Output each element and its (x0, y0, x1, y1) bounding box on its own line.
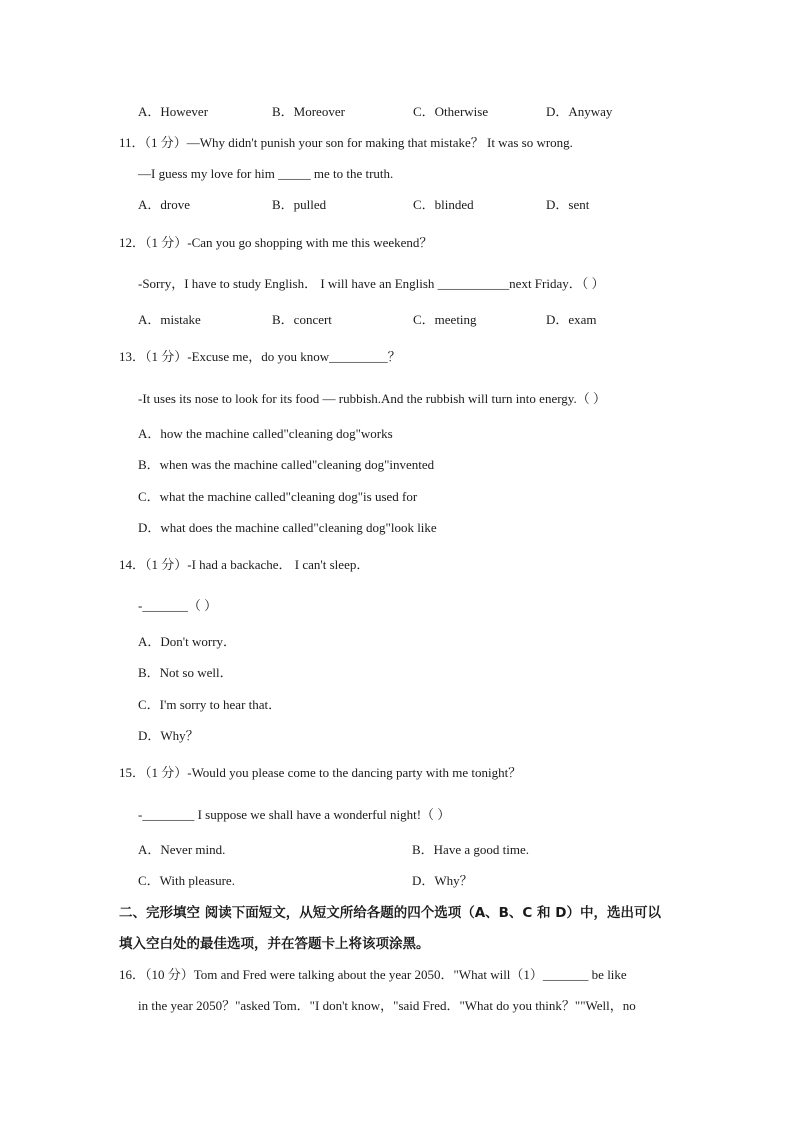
q14-line2: -_______（ ） (138, 598, 218, 613)
q16-line2: in the year 2050？"asked Tom．"I don't know，"said Fred．"What do you think？""Well，no (138, 998, 636, 1013)
q13-option-d: D．what does the machine called"cleaning dog"look like (138, 520, 437, 535)
q14-option-a: A．Don't worry． (138, 634, 237, 649)
q15-option-a: A．Never mind. (138, 842, 226, 857)
q11-line2: —I guess my love for him _____ me to the truth. (138, 166, 394, 181)
q10-option-b: B．Moreover (272, 104, 345, 119)
q13-option-a: A．how the machine called"cleaning dog"works (138, 426, 393, 441)
q14-stem: 14．（1 分）-I had a backache． I can't sleep． (119, 557, 370, 572)
q10-option-c: C．Otherwise (413, 104, 489, 119)
q15-stem: 15．（1 分）-Would you please come to the dancing party with me tonight？ (119, 765, 522, 780)
q16-line1: 16．（10 分）Tom and Fred were talking about the year 2050．"What will（1）_______ be like (119, 967, 627, 982)
q11-option-c: C．blinded (413, 197, 474, 212)
q10-option-d: D．Anyway (546, 104, 613, 119)
q12-option-b: B．concert (272, 312, 332, 327)
q13-stem: 13．（1 分）-Excuse me，do you know_________？ (119, 349, 401, 364)
section2-heading-line2: 填入空白处的最佳选项，并在答题卡上将该项涂黑。 (119, 936, 430, 952)
q15-line2: -________ I suppose we shall have a wonderful night!（ ） (138, 807, 451, 822)
q12-option-a: A．mistake (138, 312, 201, 327)
q12-option-d: D．exam (546, 312, 597, 327)
q14-option-d: D．Why？ (138, 728, 199, 743)
q14-option-b: B．Not so well． (138, 665, 233, 680)
q11-option-d: D．sent (546, 197, 590, 212)
q15-option-b: B．Have a good time. (412, 842, 529, 857)
q13-line2: -It uses its nose to look for its food — rubbish.And the rubbish will turn into energy.（ ） (138, 391, 606, 406)
q11-option-a: A．drove (138, 197, 190, 212)
q13-option-b: B．when was the machine called"cleaning dog"invented (138, 457, 435, 472)
q11-stem: 11．（1 分）—Why didn't punish your son for making that mistake？ It was so wrong. (119, 135, 573, 150)
q13-option-c: C．what the machine called"cleaning dog"is used for (138, 489, 418, 504)
q12-stem: 12．（1 分）-Can you go shopping with me this weekend？ (119, 235, 433, 250)
q15-option-d: D．Why？ (412, 873, 473, 888)
q12-option-c: C．meeting (413, 312, 477, 327)
q14-option-c: C．I'm sorry to hear that． (138, 697, 282, 712)
section2-heading-line1: 二、完形填空 阅读下面短文，从短文所给各题的四个选项（A、B、C 和 D）中，选出可以 (119, 905, 661, 921)
q15-option-c: C．With pleasure. (138, 873, 235, 888)
q11-option-b: B．pulled (272, 197, 327, 212)
q10-option-a: A．However (138, 104, 209, 119)
q12-line2: -Sorry，I have to study English． I will have an English ___________next Friday．（ ） (138, 276, 605, 291)
